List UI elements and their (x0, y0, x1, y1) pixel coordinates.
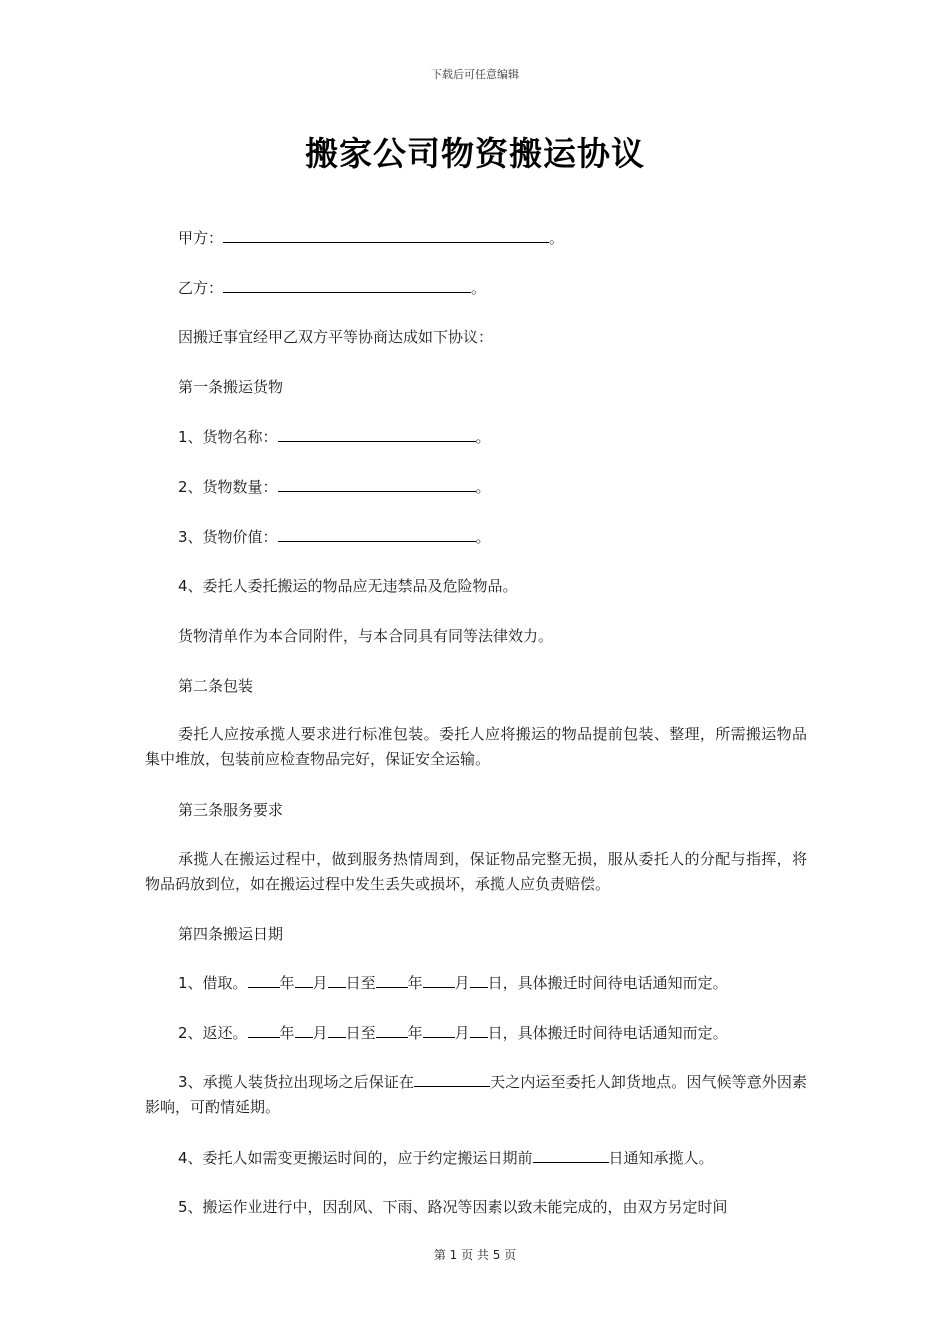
article1-heading: 第一条搬运货物 (178, 378, 284, 396)
party-a-label: 甲方： (178, 229, 224, 247)
article4-item2: 2、返还。 年 月 日至 年 月 日，具体搬迁时间待电话通知而定。 (178, 1024, 728, 1042)
borrow-start-day-blank[interactable] (328, 973, 346, 988)
article3-body: 承揽人在搬运过程中，做到服务热情周到，保证物品完整无损，服从委托人的分配与指挥，将物品码放到位，如在搬运过程中发生丢失或损坏，承揽人应负责赔偿。 (145, 850, 807, 893)
return-end-day-blank[interactable] (470, 1023, 488, 1038)
article4-heading: 第四条搬运日期 (178, 925, 284, 943)
goods-name-label: 1、货物名称： (178, 428, 278, 446)
party-b-blank[interactable] (223, 278, 471, 293)
return-end-month-blank[interactable] (423, 1023, 455, 1038)
article1-item4: 4、委托人委托搬运的物品应无违禁品及危险物品。 (178, 577, 518, 595)
goods-quantity-label: 2、货物数量： (178, 478, 278, 496)
article4-item5: 5、搬运作业进行中，因刮风、下雨、路况等因素以致未能完成的，由双方另定时间 (178, 1198, 728, 1216)
goods-value-label: 3、货物价值： (178, 528, 278, 546)
return-end-year-blank[interactable] (376, 1023, 408, 1038)
article1-item1: 1、货物名称： 。 (178, 428, 491, 446)
party-b-label: 乙方： (178, 279, 224, 297)
article4-item3: 3、承揽人装货拉出现场之后保证在 天之内运至委托人卸货地点。因气候等意外因素影响，可酌情延期。 (145, 1073, 808, 1116)
article1-item2: 2、货物数量： 。 (178, 478, 491, 496)
article1-note: 货物清单作为本合同附件，与本合同具有同等法律效力。 (178, 627, 554, 645)
borrow-end-year-blank[interactable] (376, 973, 408, 988)
article1-item3: 3、货物价值： 。 (178, 528, 491, 546)
article2-heading: 第二条包装 (178, 677, 254, 695)
goods-value-blank[interactable] (278, 527, 476, 542)
delivery-days-blank[interactable] (414, 1072, 490, 1087)
article4-item1: 1、借取。 年 月 日至 年 月 日，具体搬迁时间待电话通知而定。 (178, 974, 728, 992)
party-b-line: 乙方： 。 (178, 279, 487, 297)
header-note: 下载后可任意编辑 (431, 68, 519, 81)
article3-heading: 第三条服务要求 (178, 801, 284, 819)
borrow-end-month-blank[interactable] (423, 973, 455, 988)
document-title: 搬家公司物资搬运协议 (305, 134, 645, 173)
party-a-line: 甲方： 。 (178, 229, 565, 247)
goods-quantity-blank[interactable] (278, 477, 476, 492)
goods-name-blank[interactable] (278, 427, 476, 442)
return-start-year-blank[interactable] (248, 1023, 280, 1038)
borrow-start-month-blank[interactable] (295, 973, 313, 988)
return-start-day-blank[interactable] (328, 1023, 346, 1038)
page-footer: 第 1 页 共 5 页 (433, 1248, 517, 1262)
article2-body: 委托人应按承揽人要求进行标准包装。委托人应将搬运的物品提前包装、整理，所需搬运物品集中堆放，包装前应检查物品完好，保证安全运输。 (145, 725, 807, 768)
borrow-end-day-blank[interactable] (470, 973, 488, 988)
notice-days-blank[interactable] (533, 1148, 609, 1163)
party-a-blank[interactable] (223, 228, 549, 243)
return-start-month-blank[interactable] (295, 1023, 313, 1038)
borrow-start-year-blank[interactable] (248, 973, 280, 988)
article4-item4: 4、委托人如需变更搬运时间的，应于约定搬运日期前 日通知承揽人。 (178, 1149, 714, 1167)
intro-text: 因搬迁事宜经甲乙双方平等协商达成如下协议： (178, 328, 494, 346)
